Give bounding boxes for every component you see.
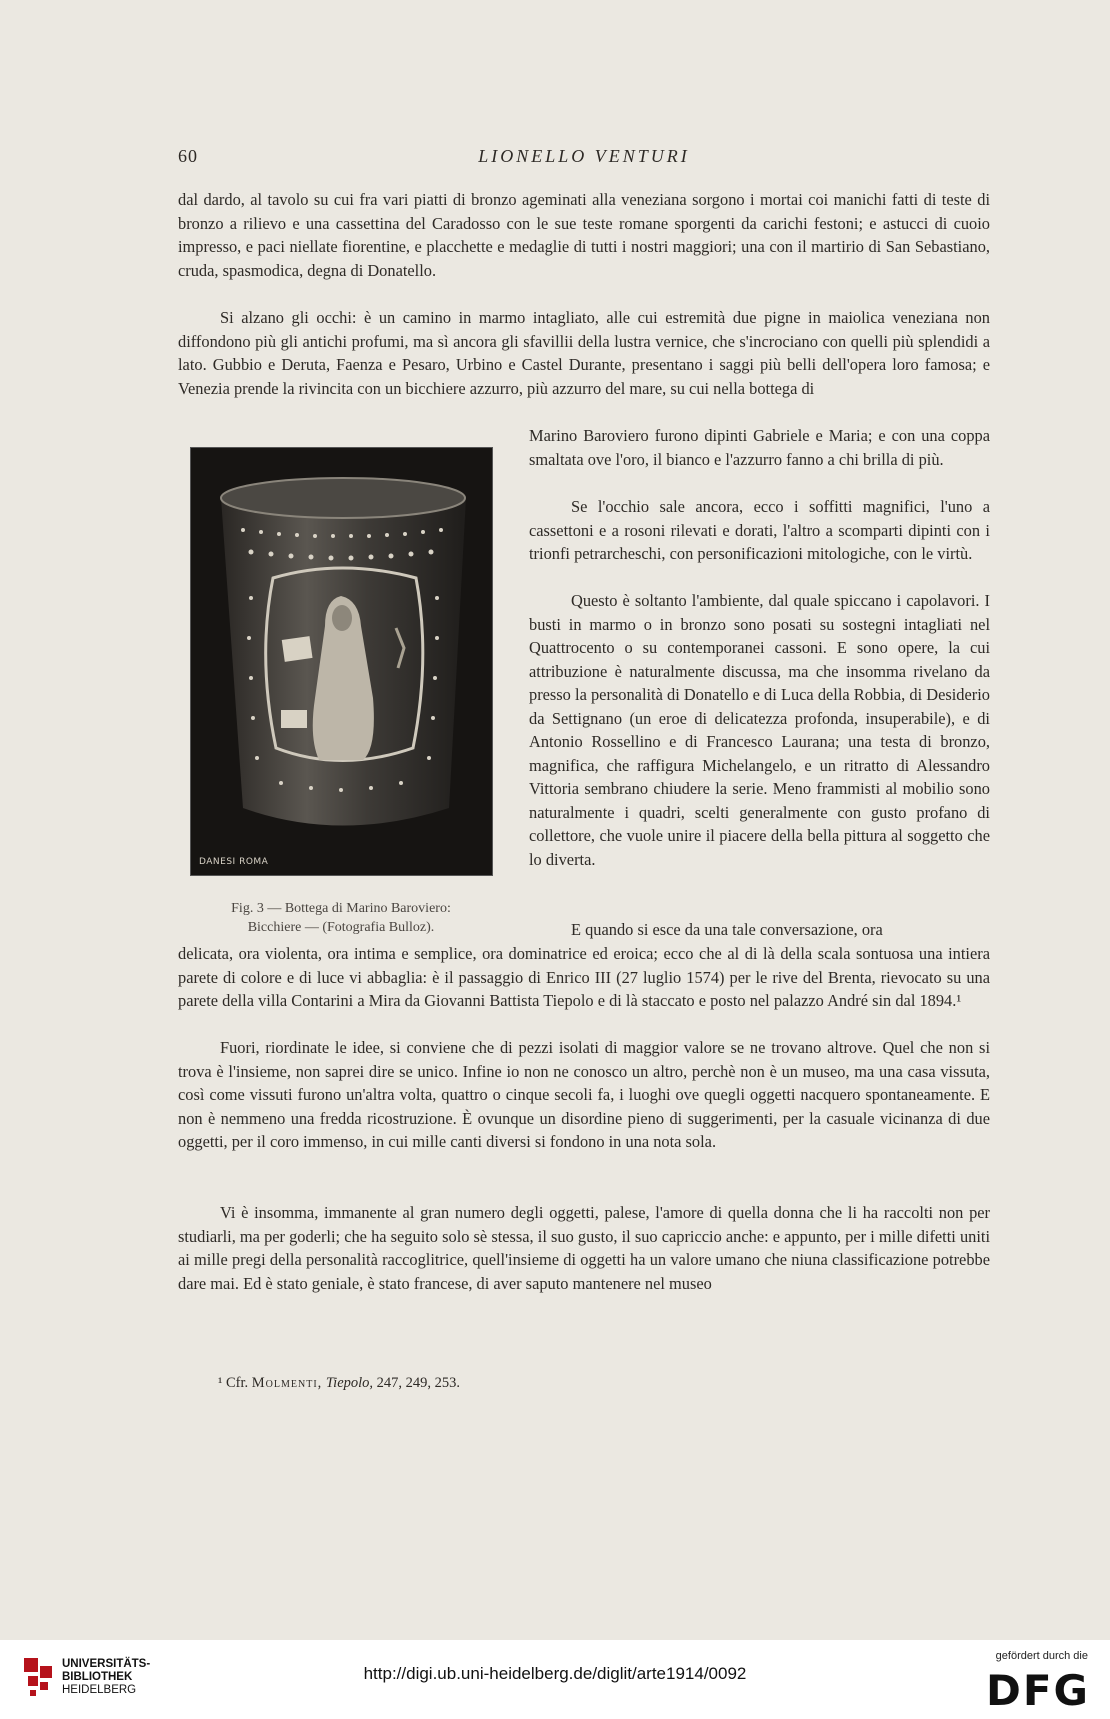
caption-line-1: Fig. 3 — Bottega di Marino Baroviero: [231, 901, 451, 916]
paragraph-8: Fuori, riordinate le idee, si conviene che di pezzi isolati di maggior valore se ne trovano altrove. Quel che non si trova è l'insieme, non saprei dire se unico. Infine io non ne conosco un altro, perchè non è un museo, ma una casa vissuta, così come vissuti furono un'altra volta, quattro o cinque secoli fa, i luoghi ove quegli oggetti nacquero spontaneamente. E non è nemmeno una fredda ricostruzione. È ovunque un disordine pieno di suggerimenti, per la casuale vicinanza di due oggetti, per il coro immenso, in cui mille canti diversi si fondono in una nota sola. [178, 1038, 990, 1151]
page-header [178, 146, 990, 170]
footnote [218, 1375, 460, 1392]
dfg-logo: DFG [985, 1666, 1090, 1715]
library-name-line-3: HEIDELBERG [62, 1684, 137, 1696]
paragraph-4: Se l'occhio sale ancora, ecco i soffitti magnifici, l'uno a cassettoni e a rosoni rilevati e dorati, l'altro a scomparti dipinti con i trionfi petrarcheschi, con personificazioni mitologiche, con le virtù. [529, 497, 990, 563]
digitization-footer [0, 1640, 1110, 1719]
paragraph-5: Questo è soltanto l'ambiente, dal quale spiccano i capolavori. I busti in marmo o in bronzo sono posati su sostegni intagliati nel Quattrocento o su contemporanei cassoni. E sono opere, la cui attribuzione è naturalmente discussa, ma che insomma rivelano da presso la personalità di Donatello e di Luca della Robbia, di Desiderio da Settignano (un eroe di delicatezza profonda, insuperabile), e di Antonio Rossellino e di Francesco Laurana; una testa di bronzo, magnifica, che raffigura Michelangelo, e un ritratto di Alessandro Vittoria sembrano chiudere la serie. Meno frammisti al mobilio sono naturalmente i quadri, scelti generalmente con gusto profano di collettore, che vuole unire il piacere della bella pittura al soggetto che lo diverta. [529, 591, 990, 869]
library-name-line-1: UNIVERSITÄTS- [62, 1658, 151, 1670]
library-name-line-2: BIBLIOTHEK [62, 1671, 133, 1683]
footnote-prefix: Cfr. [225, 1375, 249, 1391]
figure-glass-photo [190, 447, 493, 876]
footnote-marker: ¹ [218, 1375, 223, 1391]
running-title: LIONELLO VENTURI [478, 146, 690, 166]
footnote-author: Molmenti, [251, 1375, 323, 1391]
paragraph-9: Vi è insomma, immanente al gran numero degli oggetti, palese, l'amore di quella donna che li ha raccolti non per studiarli, ma per goderli; che ha seguito solo sè stessa, il suo gusto, il suo capriccio anche: e appunto, per i mille difetti uniti ai mille pregi della personalità raccoglitrice, quell'insieme di oggetti ha un valore umano che niuna classificazione potrebbe dare mai. Ed è stato geniale, è stato francese, di aver saputo mantenere nel museo [178, 1203, 990, 1293]
photo-credit: DANESI ROMA [199, 857, 269, 867]
paragraph-1: dal dardo, al tavolo su cui fra vari piatti di bronzo ageminati alla veneziana sorgono i mortai coi manichi fatti di teste di bronzo a rilievo e una cassettina del Caradosso con le sue teste romane sporgenti da carichi festoni; e astucci di cuoio impresso, e paci niellate fiorentine, e placchette e medaglie di tutti i nostri maggiori; una con il martirio di San Sebastiano, cruda, spasmodica, degna di Donatello. [178, 190, 990, 280]
page-number: 60 [178, 146, 198, 166]
paragraph-3: Marino Baroviero furono dipinti Gabriele e Maria; e con una coppa smaltata ove l'oro, il bianco e l'azzurro fanno a chi brilla di più. [529, 426, 990, 469]
funding-label: gefördert durch die [995, 1650, 1088, 1662]
figure-caption [176, 899, 506, 937]
footnote-title: Tiepolo, [325, 1375, 374, 1391]
permalink-url[interactable]: http://digi.ub.uni-heidelberg.de/diglit/arte1914/0092 [363, 1664, 747, 1683]
footnote-pages: 247, 249, 253. [376, 1375, 461, 1391]
caption-line-2: Bicchiere — (Fotografia Bulloz). [247, 920, 435, 935]
paragraph-6: E quando si esce da una tale conversazione, ora [571, 920, 883, 939]
glass-beaker-illustration [191, 448, 492, 875]
paragraph-7: delicata, ora violenta, ora intima e semplice, ora dominatrice ed eroica; ecco che al di là della scala sontuosa una intiera parete di colore e di luce vi abbaglia: è il passaggio di Enrico III (27 luglio 1574) per le rive del Brenta, rievocato su una parete della villa Contarini a Mira da Giovanni Battista Tiepolo e di là staccato e posto nel palazzo André sin dal 1894.¹ [178, 944, 990, 1010]
paragraph-2: Si alzano gli occhi: è un camino in marmo intagliato, alle cui estremità due pigne in maiolica veneziana non diffondono più gli antichi profumi, ma sì ancora gli sfavillii della lustra vernice, che s'incrociano con quelli più splendidi a lato. Gubbio e Deruta, Faenza e Pesaro, Urbino e Castel Durante, presentano i saggi più belli dell'opera loro famosa; e Venezia prende la rivincita con un bicchiere azzurro, più azzurro del mare, su cui nella bottega di [178, 308, 990, 398]
